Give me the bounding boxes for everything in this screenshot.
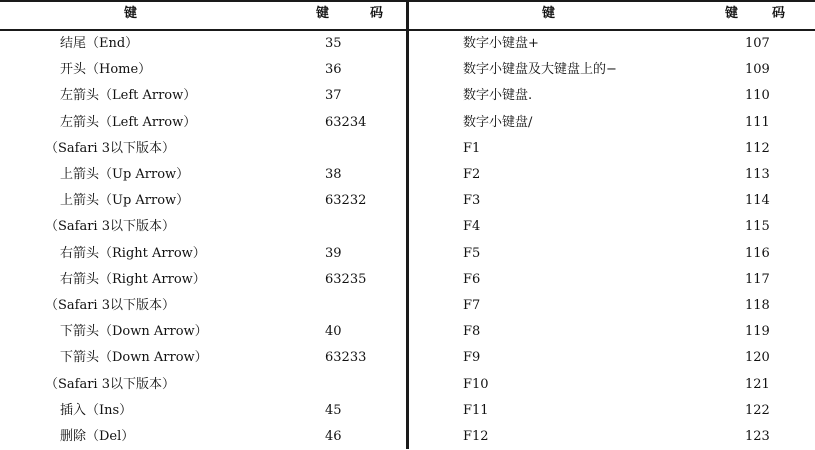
key-name-cell: F1 xyxy=(463,140,481,156)
key-name-cell: （Safari 3以下版本） xyxy=(45,219,175,235)
table-row xyxy=(409,57,809,83)
key-name-cell: 左箭头（Left Arrow） xyxy=(60,114,197,130)
key-code-cell: 35 xyxy=(325,36,342,51)
key-name-cell: F6 xyxy=(463,271,481,287)
table-row xyxy=(0,293,406,319)
table-row xyxy=(0,188,406,214)
key-code-cell: 120 xyxy=(745,350,770,366)
key-name-cell: 上箭头（Up Arrow） xyxy=(60,167,190,182)
key-code-cell: 107 xyxy=(745,36,770,51)
key-code-cell: 63235 xyxy=(325,271,367,287)
key-code-cell: 36 xyxy=(325,62,342,78)
key-code-cell: 119 xyxy=(745,324,770,340)
key-name-cell: （Safari 3以下版本） xyxy=(45,140,175,156)
key-code-cell: 45 xyxy=(325,402,342,418)
key-name-cell: F3 xyxy=(463,193,481,209)
key-name-cell: 数字小键盘/ xyxy=(463,114,533,130)
key-code-cell: 63232 xyxy=(325,193,367,209)
table-row xyxy=(409,136,809,162)
key-name-cell: F11 xyxy=(463,402,489,418)
right-code-header-char1: 键 xyxy=(725,6,739,21)
table-row xyxy=(0,214,406,240)
key-name-cell: 右箭头（Right Arrow） xyxy=(60,245,206,261)
key-code-cell: 121 xyxy=(745,376,770,392)
key-code-cell: 63233 xyxy=(325,350,367,366)
key-code-cell: 112 xyxy=(745,140,770,156)
table-row xyxy=(0,31,406,57)
table-row xyxy=(0,319,406,345)
table-row xyxy=(0,372,406,398)
key-code-cell: 63234 xyxy=(325,114,367,130)
key-name-cell: （Safari 3以下版本） xyxy=(45,376,175,392)
table-row xyxy=(0,267,406,293)
table-row xyxy=(0,162,406,188)
key-name-cell: 数字小键盘+ xyxy=(463,36,539,51)
key-name-cell: 上箭头（Up Arrow） xyxy=(60,193,190,209)
key-code-cell: 111 xyxy=(745,114,770,130)
table-row xyxy=(409,424,809,450)
key-code-cell: 113 xyxy=(745,167,770,182)
right-key-header: 键 xyxy=(542,6,556,21)
key-name-cell: F9 xyxy=(463,350,481,366)
table-row xyxy=(409,110,809,136)
key-code-cell: 115 xyxy=(745,219,770,235)
key-code-cell: 109 xyxy=(745,62,770,78)
left-code-header-char1: 键 xyxy=(316,6,330,21)
key-code-cell: 46 xyxy=(325,429,342,444)
key-name-cell: 数字小键盘及大键盘上的− xyxy=(463,62,617,78)
key-name-cell: 下箭头（Down Arrow） xyxy=(60,350,208,366)
table-row xyxy=(0,424,406,450)
key-name-cell: 开头（Home） xyxy=(60,62,152,78)
key-name-cell: F12 xyxy=(463,429,489,444)
key-name-cell: 左箭头（Left Arrow） xyxy=(60,88,197,104)
left-key-header: 键 xyxy=(124,6,138,21)
key-name-cell: F5 xyxy=(463,245,481,261)
table-row xyxy=(0,110,406,136)
key-code-cell: 118 xyxy=(745,298,770,313)
key-code-cell: 38 xyxy=(325,167,342,182)
table-row xyxy=(0,57,406,83)
key-code-cell: 114 xyxy=(745,193,770,209)
table-row xyxy=(409,188,809,214)
key-name-cell: 插入（Ins） xyxy=(60,402,133,418)
key-name-cell: （Safari 3以下版本） xyxy=(45,298,175,313)
table-row xyxy=(0,241,406,267)
table-row xyxy=(409,31,809,57)
right-code-header-char2: 码 xyxy=(772,6,786,21)
key-name-cell: 删除（Del） xyxy=(60,429,135,444)
key-code-cell: 122 xyxy=(745,402,770,418)
table-row xyxy=(409,398,809,424)
key-code-cell: 117 xyxy=(745,271,770,287)
key-code-cell: 110 xyxy=(745,88,770,104)
table-row xyxy=(0,136,406,162)
left-code-header-char2: 码 xyxy=(370,6,384,21)
key-name-cell: 数字小键盘. xyxy=(463,88,533,104)
key-code-cell: 116 xyxy=(745,245,770,261)
key-name-cell: F2 xyxy=(463,167,481,182)
table-row xyxy=(409,162,809,188)
table-row xyxy=(409,83,809,109)
table-row xyxy=(409,345,809,371)
key-name-cell: F7 xyxy=(463,298,481,313)
table-row xyxy=(409,214,809,240)
key-code-cell: 39 xyxy=(325,245,342,261)
table-row xyxy=(0,345,406,371)
table-row xyxy=(409,267,809,293)
table-row xyxy=(0,398,406,424)
key-code-cell: 123 xyxy=(745,429,770,444)
key-name-cell: 下箭头（Down Arrow） xyxy=(60,324,208,340)
table-row xyxy=(409,241,809,267)
key-name-cell: F8 xyxy=(463,324,481,340)
table-row xyxy=(409,319,809,345)
table-row xyxy=(409,293,809,319)
key-code-cell: 37 xyxy=(325,88,342,104)
key-name-cell: 右箭头（Right Arrow） xyxy=(60,271,206,287)
table-row xyxy=(0,83,406,109)
key-name-cell: F10 xyxy=(463,376,489,392)
key-name-cell: F4 xyxy=(463,219,481,235)
table-row xyxy=(409,372,809,398)
key-name-cell: 结尾（End） xyxy=(60,36,139,51)
key-code-cell: 40 xyxy=(325,324,342,340)
